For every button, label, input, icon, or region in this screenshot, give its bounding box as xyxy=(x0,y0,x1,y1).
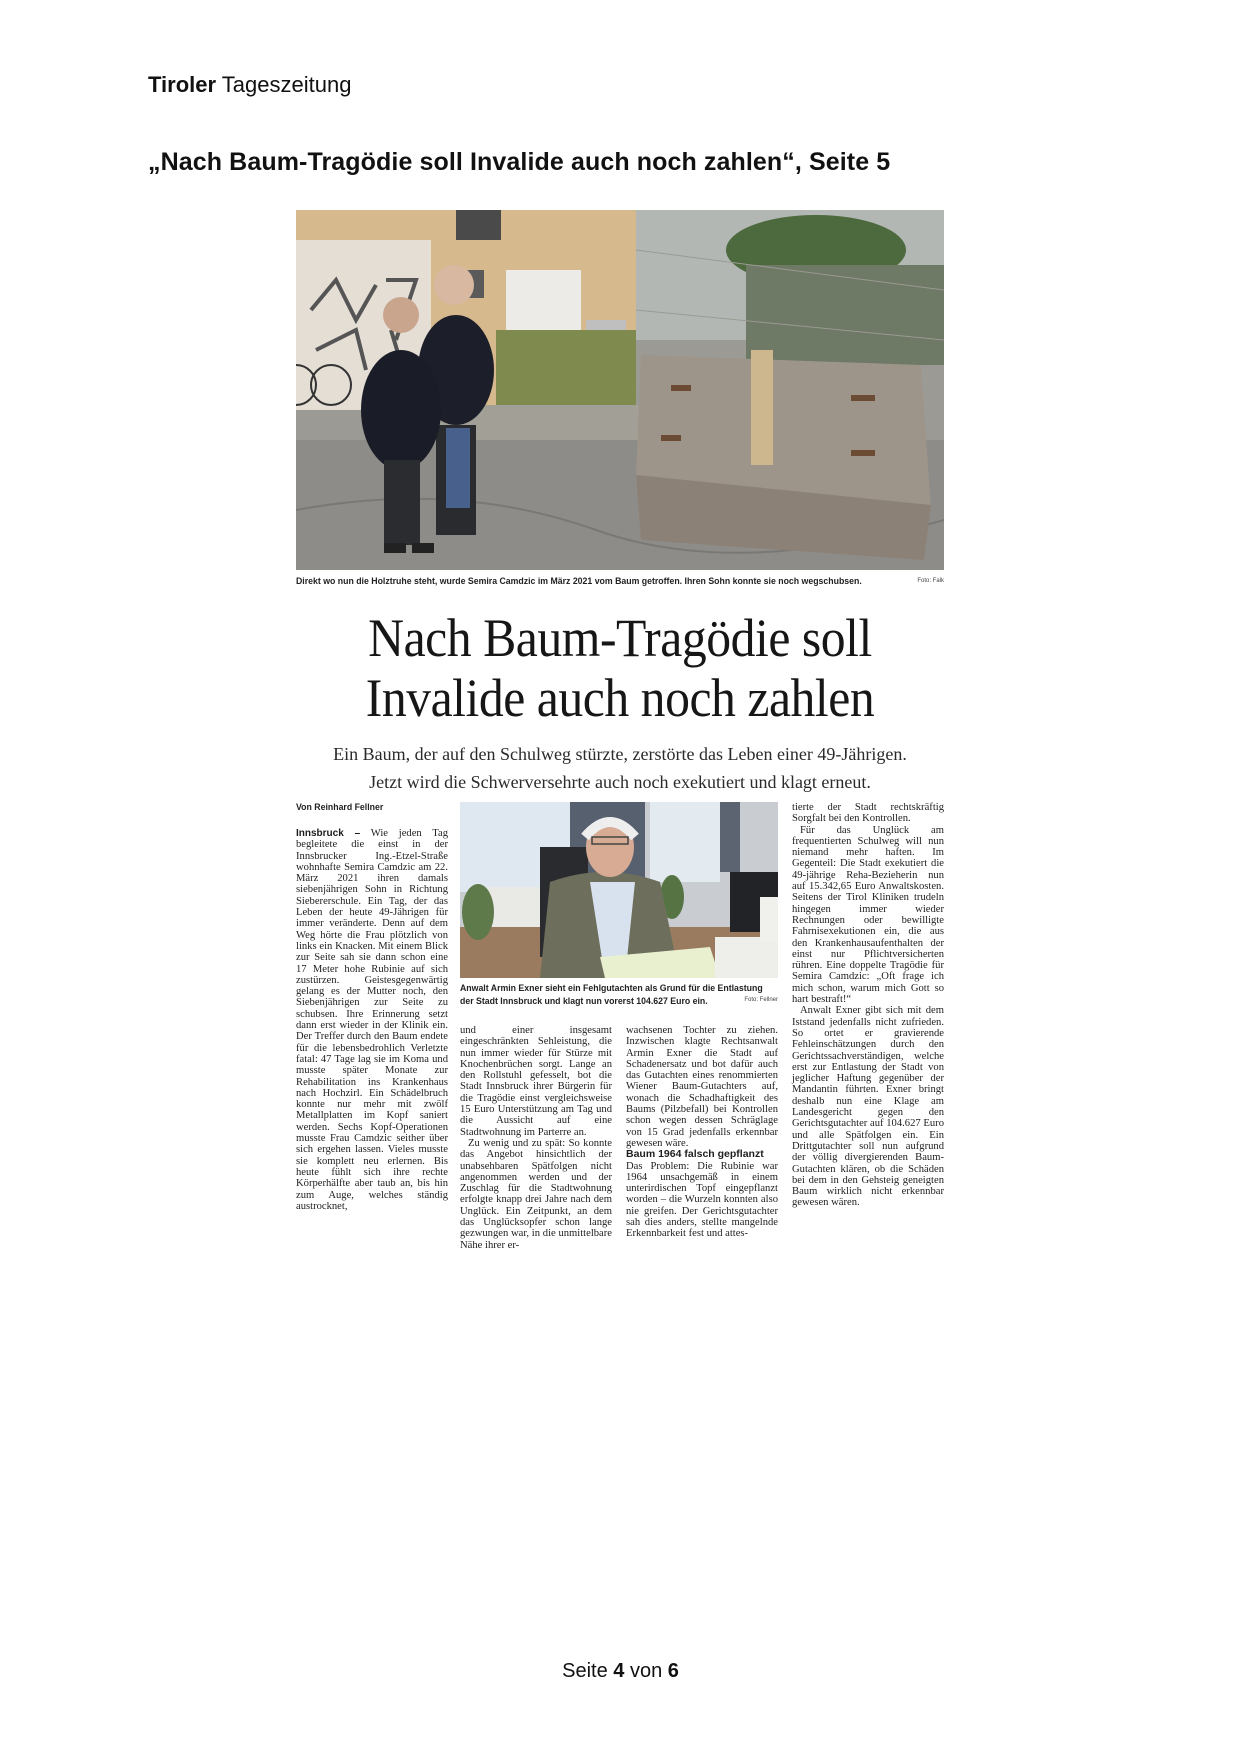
headline-line-1: Nach Baum-Tragödie soll xyxy=(368,608,872,668)
lawyer-photo-caption: Anwalt Armin Exner sieht ein Fehlgutachten als Grund für die Entlastung der Stadt Innsbruck und klagt nun vorerst 104.627 Euro ein. xyxy=(460,983,763,1007)
footer-prefix: Seite xyxy=(562,1660,608,1682)
column-2-paragraph-1: und einer insgesamt eingeschränkten Sehleistung, die nun immer wieder für Stürze mit Knochenbrüchen sorgt. Lange an den Rollstuhl gefesselt, bot die Stadt Innsbruck ihrer Bürgerin für die Tragödie einst vergleichsweise 15 Euro Unterstützung am Tag und die Aussicht auf eine Stadtwohnung im Parterre an. xyxy=(460,1025,612,1138)
dateline: Innsbruck – xyxy=(296,828,361,839)
masthead-bold: Tiroler xyxy=(148,72,217,97)
masthead-regular: Tageszeitung xyxy=(221,72,352,97)
article-column-1 xyxy=(296,828,448,1212)
document-title: „Nach Baum-Tragödie soll Invalide auch noch zahlen“, Seite 5 xyxy=(148,148,891,176)
article-column-2 xyxy=(460,1025,612,1251)
lawyer-photo-credit: Foto: Fellner xyxy=(744,997,778,1003)
column-3-paragraph-2: Das Problem: Die Rubinie war 1964 unsachgemäß in einem unterirdischen Topf eingepflanzt worden – die Wurzeln konnten also nie greifen. Der Gerichtsgutachter sah dies anders, stellte mangelnde Erkennbarkeit fest und attes- xyxy=(626,1160,778,1240)
article-column-3 xyxy=(626,1025,778,1240)
main-photo-illustration xyxy=(296,210,944,570)
column-4-paragraph-2: Für das Unglück am frequentierten Schulweg will nun niemand mehr haften. Im Gegenteil: Die Stadt exekutiert die 49-jährige Reha-Bezieherin nun auf 15.342,65 Euro Anwaltskosten. Seitens der Tirol Kliniken trudeln hingegen immer wieder Rechnungen oder bewilligte Fahrnisexekutionen ein, die aus den Krankenhausaufenthalten der einst nur Pflichtversicherten rühren. Eine doppelte Tragödie für Semira Camdzic: „Oft frage ich mich schon, warum mich Gott so hart bestraft!“ xyxy=(792,824,944,1006)
column-4-paragraph-1: tierte der Stadt rechtskräftig Sorgfalt bei den Kontrollen. xyxy=(792,802,944,825)
footer-middle: von xyxy=(629,1660,663,1682)
column-4-paragraph-3: Anwalt Exner gibt sich mit dem Iststand jedenfalls nicht zufrieden. So ortet er gravierende Fehleinschätzungen durch den Gerichtssachverständigen, welche erst zur Entlastung der Stadt von jeglicher Haftung gegenüber der Mandantin führten. Exner bringt deshalb nun eine Klage am Landesgericht gegen den Gerichtsgutachter auf 104.627 Euro und alle Spätfolgen ein. Ein Drittgutachter soll nun aufgrund der völlig divergierenden Baum-Gutachten klären, ob die Schäden bei dem in den Gehsteig geneigten Baum wirklich nicht erkennbar gewesen wären. xyxy=(792,1005,944,1209)
masthead xyxy=(148,72,351,98)
column-1-text: Wie jeden Tag begleitete die einst in der Innsbrucker Ing.-Etzel-Straße wohnhafte Semira Camdzic am 22. März 2021 ihren damals siebenjährigen Sohn in Richtung Siebererschule. Ein Tag, der das Leben der heute 49-Jährigen für immer veränderte. Denn auf dem Weg hörte die Frau plötzlich von links ein Knacken. Mit einem Blick zur Seite sah sie dann schon eine 17 Meter hohe Rubinie auf sich zustürzen. Geistesgegenwärtig gelang es der Mutter noch, den Siebenjährigen zur Seite zu schubsen. Ihre Erinnerung setzt dann erst wieder in der Klinik ein. Der Treffer durch den Baum endete für die lebensbedrohlich Verletzte fatal: 47 Tage lag sie im Koma und musste später Monate zur Rehabilitation ins Krankenhaus nach Hochzirl. Ein Schädelbruch konnte nur mehr mit zwölf Metallplatten im Kopf saniert werden. Sechs Kopf-Operationen musste Frau Camdzic seither über sich ergehen lassen. Vieles musste sie komplett neu erlernen. Bis heute fühlt sich ihre rechte Körperhälfte aber taub an, bis hin zum Auge, welches ständig austrocknet, xyxy=(296,828,448,1212)
main-photo xyxy=(296,210,944,570)
lawyer-photo xyxy=(460,802,778,978)
lawyer-photo-illustration xyxy=(460,802,778,978)
subhead-line-2: Jetzt wird die Schwerversehrte auch noch exekutiert und klagt erneut. xyxy=(369,772,871,792)
article-subhead xyxy=(296,740,944,796)
column-2-paragraph-2: Zu wenig und zu spät: So konnte das Angebot hinsichtlich der unabsehbaren Spätfolgen nicht angenommen werden und der Zuschlag für die Stadtwohnung erfolgte knapp drei Jahre nach dem Unglück. Ein Zeitpunkt, an dem das Unglücksopfer schon lange gezwungen war, in die unmittelbare Nähe ihrer er- xyxy=(460,1137,612,1251)
headline-line-2: Invalide auch noch zahlen xyxy=(365,668,875,728)
main-photo-caption: Direkt wo nun die Holztruhe steht, wurde Semira Camdzic im März 2021 vom Baum getroffen. Ihren Sohn konnte sie noch wegschubsen. xyxy=(296,576,862,587)
article-headline xyxy=(322,608,918,728)
article-column-4 xyxy=(792,802,944,1209)
main-photo-credit: Foto: Falk xyxy=(917,578,944,584)
byline: Von Reinhard Fellner xyxy=(296,802,384,813)
footer-current-page: 4 xyxy=(613,1660,625,1682)
column-3-paragraph-1: wachsenen Tochter zu ziehen. Inzwischen klagte Rechtsanwalt Armin Exner die Stadt auf Schadenersatz und bot dafür auch das Gutachten eines renommierten Wiener Baum-Gutachters auf, wonach die Schadhaftigkeit des Baums (Pilzbefall) bei Kontrollen schon wegen dessen Schräglage von 15 Grad jedenfalls erkennbar gewesen wäre. xyxy=(626,1025,778,1149)
article-subheading: Baum 1964 falsch gepflanzt xyxy=(626,1148,764,1161)
footer-total-pages: 6 xyxy=(667,1660,679,1682)
subhead-line-1: Ein Baum, der auf den Schulweg stürzte, zerstörte das Leben einer 49-Jährigen. xyxy=(333,744,907,764)
page-footer xyxy=(0,1660,1241,1683)
